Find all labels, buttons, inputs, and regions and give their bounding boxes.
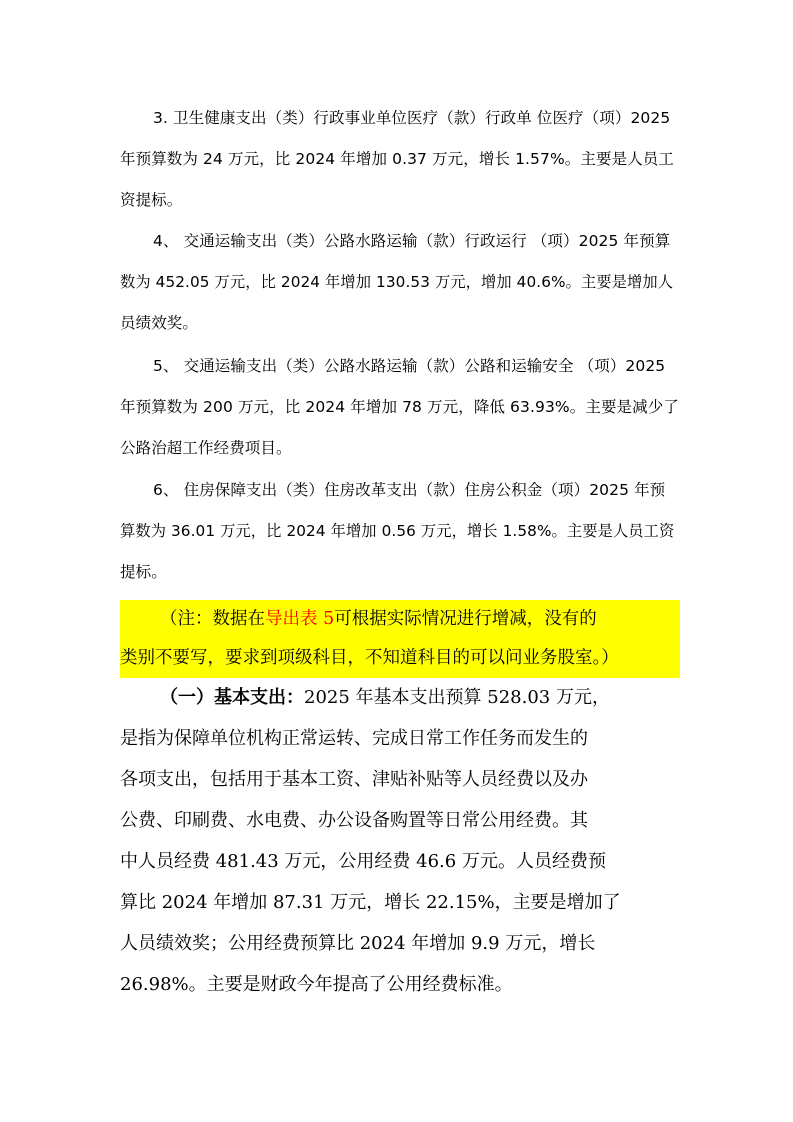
basic-line-1 xyxy=(120,677,680,718)
basic-line-1-text: 2025 年基本支出预算 528.03 万元， xyxy=(304,687,610,708)
note-line-1-post: 可根据实际情况进行增减，没有的 xyxy=(334,609,597,629)
paragraph-5-line-2: 年预算数为 200 万元，比 2024 年增加 78 万元，降低 63.93%。主要是减少了 xyxy=(120,398,679,416)
note-line-2: 类别不要写，要求到项级科目，不知道科目的可以问业务股室。） xyxy=(120,639,680,678)
paragraph-4-line-1: 4、 交通运输支出（类）公路水路运输（款）行政运行 （项）2025 年预算 xyxy=(153,232,671,250)
paragraph-3-line-2: 年预算数为 24 万元，比 2024 年增加 0.37 万元，增长 1.57%。主要是人员工 xyxy=(120,150,675,168)
basic-line-2: 是指为保障单位机构正常运转、完成日常工作任务而发生的 xyxy=(120,728,588,749)
note-red-reference: 导出表 5 xyxy=(265,609,335,629)
paragraph-3-line-1: 3. 卫生健康支出（类）行政事业单位医疗（款）行政单 位医疗（项）2025 xyxy=(153,109,671,127)
paragraph-3 xyxy=(120,98,680,221)
basic-line-6: 算比 2024 年增加 87.31 万元，增长 22.15%，主要是增加了 xyxy=(120,892,621,913)
paragraph-5-line-1: 5、 交通运输支出（类）公路水路运输（款）公路和运输安全 （项）2025 xyxy=(153,357,666,375)
paragraph-4 xyxy=(120,221,680,344)
paragraph-6-line-2: 算数为 36.01 万元，比 2024 年增加 0.56 万元，增长 1.58%。主要是人员工资 xyxy=(120,522,675,540)
paragraph-5-line-3: 公路治超工作经费项目。 xyxy=(120,439,292,457)
basic-line-8: 26.98%。主要是财政今年提高了公用经费标准。 xyxy=(120,974,513,995)
paragraph-4-line-3: 员绩效奖。 xyxy=(120,314,199,332)
note-line-1-pre: （注：数据在 xyxy=(160,609,265,629)
basic-heading: （一）基本支出： xyxy=(160,687,304,708)
paragraph-6 xyxy=(120,470,680,593)
basic-line-4: 公费、印刷费、水电费、办公设备购置等日常公用经费。其 xyxy=(120,810,588,831)
highlighted-note xyxy=(120,600,680,678)
basic-line-5: 中人员经费 481.43 万元，公用经费 46.6 万元。人员经费预 xyxy=(120,851,606,872)
note-line-1 xyxy=(120,600,680,639)
paragraph-4-line-2: 数为 452.05 万元，比 2024 年增加 130.53 万元，增加 40.6%。主要是增加人 xyxy=(120,273,674,291)
paragraph-6-line-1: 6、 住房保障支出（类）住房改革支出（款）住房公积金（项）2025 年预 xyxy=(153,481,666,499)
basic-line-3: 各项支出，包括用于基本工资、津贴补贴等人员经费以及办 xyxy=(120,769,588,790)
basic-line-7: 人员绩效奖；公用经费预算比 2024 年增加 9.9 万元，增长 xyxy=(120,933,596,954)
basic-expenditure-section xyxy=(120,677,680,1005)
paragraph-5 xyxy=(120,346,680,469)
paragraph-3-line-3: 资提标。 xyxy=(120,191,183,209)
paragraph-6-line-3: 提标。 xyxy=(120,563,167,581)
